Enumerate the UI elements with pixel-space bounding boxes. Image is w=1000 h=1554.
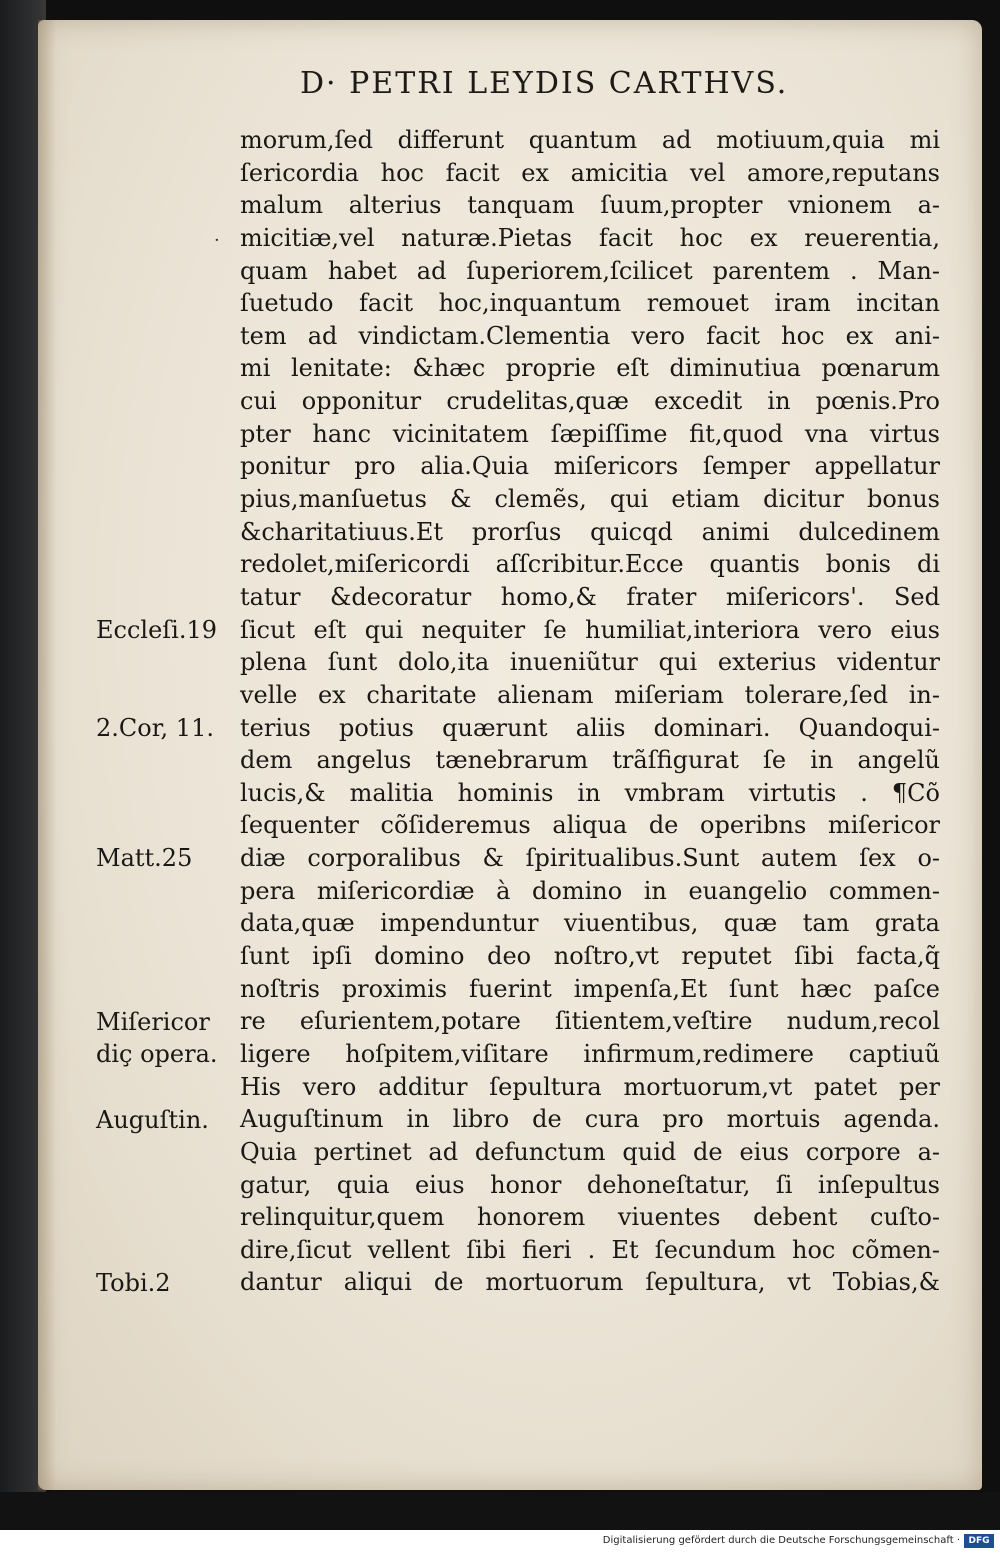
marginal-note: diç opera. (96, 1040, 218, 1069)
text-line: His vero additur ſepultura mortuorum,vt patet per (240, 1072, 940, 1101)
text-line: micitiæ,vel naturæ.Pietas facit hoc ex reuerentia, (240, 223, 940, 252)
marginal-note: Tobi.2 (96, 1268, 171, 1297)
text-line: &charitatiuus.Et prorſus quicqd animi dulcedinem (240, 517, 940, 546)
text-line: ſicut eſt qui nequiter ſe humiliat,interiora vero eius (240, 615, 940, 644)
marginal-note: Eccleſi.19 (96, 615, 218, 644)
running-head: D· PETRI LEYDIS CARTHVS. (300, 66, 789, 101)
text-line: mi lenitate: &hæc proprie eſt diminutiua pœnarum (240, 354, 940, 383)
footer-bar (0, 1530, 1000, 1554)
text-line: ſuetudo facit hoc,inquantum remouet iram incitan (240, 289, 940, 318)
text-line: lucis,& malitia hominis in vmbram virtutis . ¶Cõ (240, 778, 940, 807)
text-line: dantur aliqui de mortuorum ſepultura, vt Tobias,& (240, 1268, 940, 1297)
stray-ink-mark: · (214, 230, 220, 251)
text-line: malum alterius tanquam ſuum,propter vnionem a- (240, 191, 940, 220)
text-line: gatur, quia eius honor dehoneſtatur, ſi inſepultus (240, 1170, 940, 1199)
text-line: velle ex charitate alienam miſeriam tolerare,ſed in- (240, 680, 940, 709)
text-line: relinquitur,quem honorem viuentes debent cuſto- (240, 1203, 940, 1232)
page-spine-shadow (38, 20, 56, 1490)
text-line: dem angelus tænebrarum trãſfigurat ſe in angelũ (240, 746, 940, 775)
text-line: diæ corporalibus & ſpiritualibus.Sunt autem ſex o- (240, 844, 940, 873)
marginal-note: Miſericor (96, 1007, 210, 1036)
text-line: ligere hoſpitem,viſitare infirmum,redimere captiuũ (240, 1039, 940, 1068)
scan-bottom-band (0, 1492, 1000, 1530)
body-text (240, 124, 940, 1299)
dfg-logo: DFG (964, 1534, 994, 1548)
text-line: quam habet ad ſuperiorem,ſcilicet parentem . Man- (240, 256, 940, 285)
text-line: redolet,miſericordi aſſcribitur.Ecce quantis bonis di (240, 550, 940, 579)
text-line: plena ſunt dolo,ita inueniũtur qui exterius videntur (240, 648, 940, 677)
text-line: re eſurientem,potare ſitientem,veſtire nudum,recol (240, 1007, 940, 1036)
text-line: terius potius quærunt aliis dominari. Quandoqui- (240, 713, 940, 742)
marginal-note: Matt.25 (96, 844, 193, 873)
funding-credit: Digitalisierung gefördert durch die Deutsche Forschungsgemeinschaft · (602, 1535, 960, 1546)
text-line: pius,manſuetus & clemẽs, qui etiam dicitur bonus (240, 485, 940, 514)
marginal-note: 2.Cor, 11. (96, 713, 214, 742)
text-line: dire,ſicut vellent ſibi fieri . Et ſecundum hoc cõmen- (240, 1235, 940, 1264)
text-line: ponitur pro alia.Quia miſericors ſemper appellatur (240, 452, 940, 481)
text-line: Quia pertinet ad defunctum quid de eius corpore a- (240, 1137, 940, 1166)
text-line: pera miſericordiæ à domino in euangelio commen- (240, 876, 940, 905)
text-line: tatur &decoratur homo,& frater miſericors'. Sed (240, 582, 940, 611)
text-line: morum,ſed differunt quantum ad motiuum,quia mi (240, 126, 940, 154)
text-line: Auguſtinum in libro de cura pro mortuis agenda. (240, 1105, 940, 1134)
marginal-note: Auguſtin. (96, 1105, 209, 1134)
text-line: pter hanc vicinitatem ſæpiſſime fit,quod vna virtus (240, 419, 940, 448)
text-line: cui opponitur crudelitas,quæ excedit in pœnis.Pro (240, 387, 940, 416)
text-line: ſericordia hoc facit ex amicitia vel amore,reputans (240, 158, 940, 187)
text-line: ſequenter cõſideremus aliqua de operibns miſericor (240, 811, 940, 840)
text-line: data,quæ impenduntur viuentibus, quæ tam grata (240, 909, 940, 938)
text-line: tem ad vindictam.Clementia vero facit hoc ex ani- (240, 321, 940, 350)
text-line: noſtris proximis fuerint impenſa,Et ſunt hæc paſce (240, 974, 940, 1003)
text-line: ſunt ipſi domino deo noſtro,vt reputet ſibi facta,q̃ (240, 942, 940, 971)
